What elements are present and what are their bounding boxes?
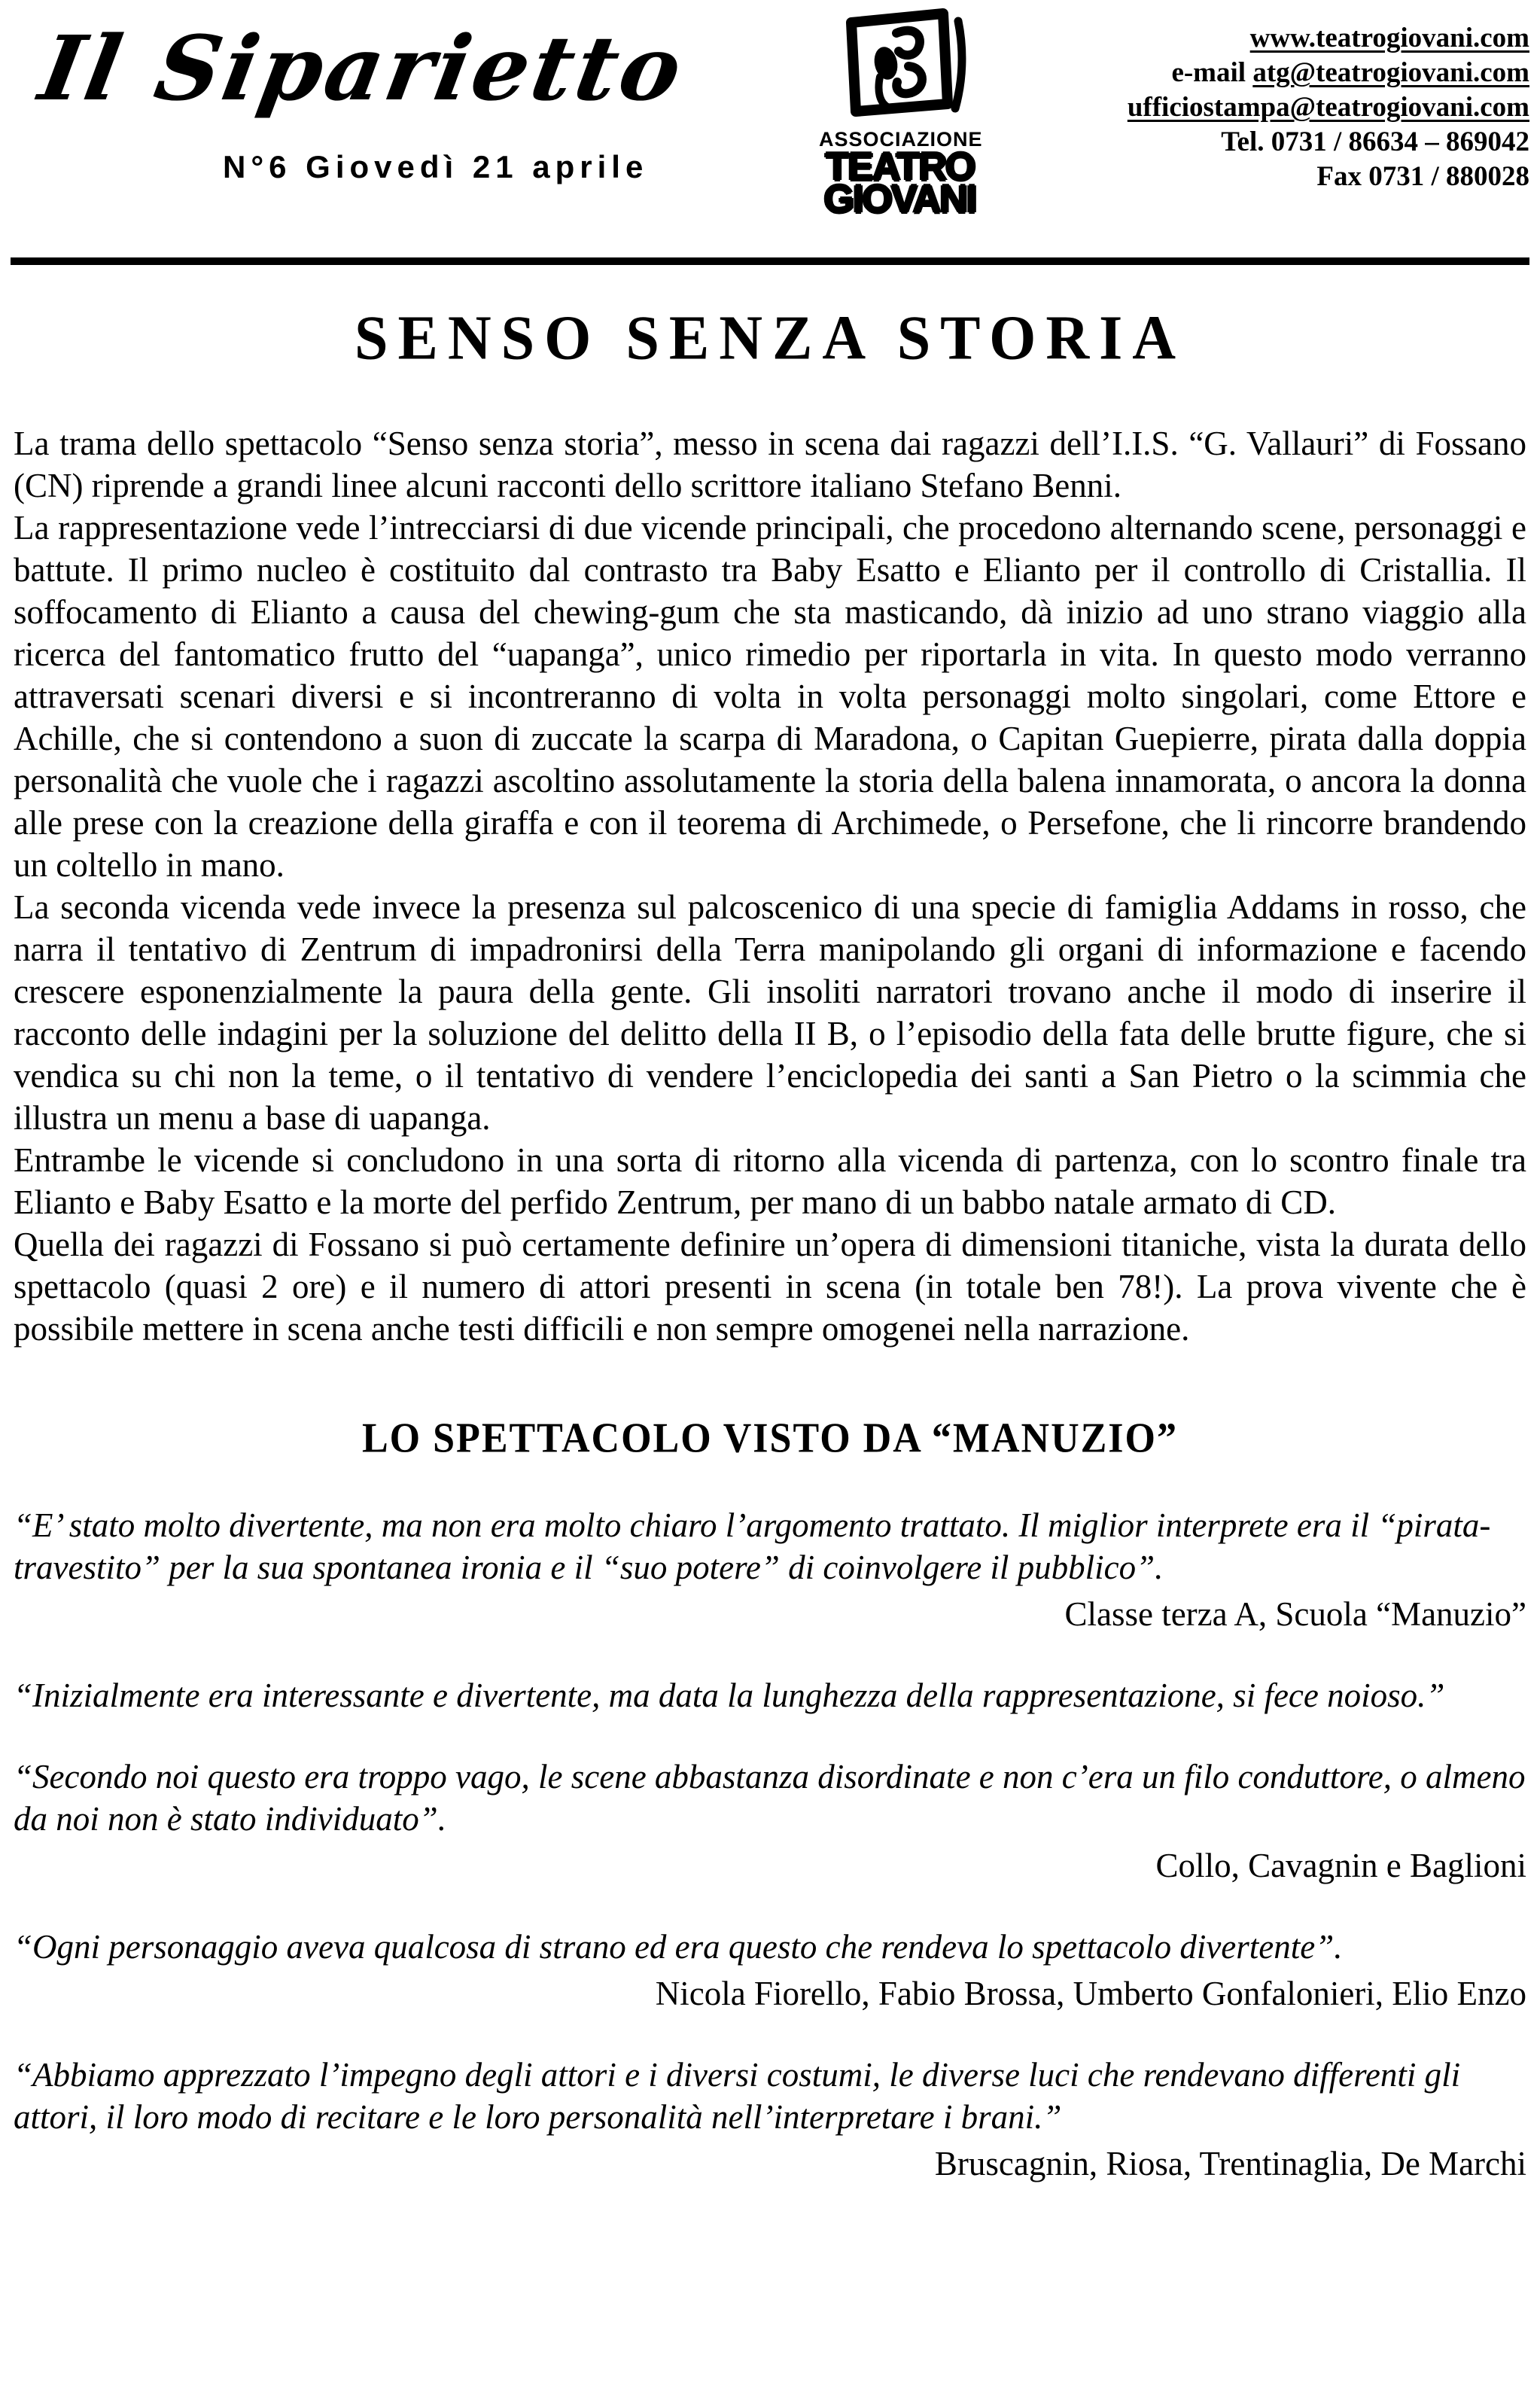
website-link: www.teatrogiovani.com	[1249, 23, 1529, 53]
logo-association-label: ASSOCIAZIONE	[819, 128, 983, 151]
review-quote: “Ogni personaggio aveva qualcosa di strano ed era questo che rendeva lo spettacolo divertente”.	[14, 1928, 1343, 1966]
email-line	[1128, 56, 1529, 90]
newsletter-title: Il Siparietto	[32, 16, 692, 120]
article-body	[14, 422, 1526, 1350]
review-quote: “Abbiamo apprezzato l’impegno degli attori e i diversi costumi, le diverse luci che rendevano differenti gli attori, il loro modo di recitare e le loro personalità nell’interpretare i brani.”	[14, 2056, 1461, 2136]
reviews-heading: LO SPETTACOLO VISTO DA “MANUZIO”	[362, 1415, 1178, 1462]
press-email-link: ufficiostampa@teatrogiovani.com	[1127, 92, 1529, 123]
review-quote: “Secondo noi questo era troppo vago, le scene abbastanza disordinate e non c’era un filo conduttore, o almeno da noi non è stato individuato”.	[14, 1758, 1526, 1838]
review-item	[14, 1926, 1526, 2015]
review-item	[14, 1674, 1526, 1716]
email-link: atg@teatrogiovani.com	[1252, 57, 1529, 88]
article-paragraph: Quella dei ragazzi di Fossano si può certamente definire un’opera di dimensioni titaniche, vista la durata dello spettacolo (quasi 2 ore) e il numero di attori presenti in scena (in totale ben 78!). La prova vivente che è possibile mettere in scena anche testi difficili e non sempre omogenei nella narrazione.	[14, 1226, 1526, 1348]
teatro-giovani-logo-icon	[833, 8, 967, 126]
fax-line: Fax 0731 / 880028	[1316, 161, 1529, 192]
logo-giovani-label: GIOVANI	[823, 177, 976, 221]
review-attribution: Collo, Cavagnin e Baglioni	[1155, 1847, 1526, 1884]
issue-date-line: N°6 Giovedì 21 aprile	[223, 149, 649, 184]
email-label: e-mail	[1171, 57, 1253, 88]
logo-teatro-label: TEATRO	[825, 145, 975, 189]
review-item	[14, 1504, 1526, 1635]
article-paragraph: La trama dello spettacolo “Senso senza storia”, messo in scena dai ragazzi dell’I.I.S. “G. Vallauri” di Fossano (CN) riprende a grandi linee alcuni racconti dello scrittore italiano Stefano Benni.	[14, 425, 1526, 504]
article-paragraph: La seconda vicenda vede invece la presenza sul palcoscenico di una specie di famiglia Addams in rosso, che narra il tentativo di Zentrum di impadronirsi della Terra manipolando gli organi di informazione e facendo crescere esponenzialmente la paura della gente. Gli insoliti narratori trovano anche il modo di inserire il racconto delle indagini per la soluzione del delitto della II B, o l’episodio della fata delle brutte figure, che si vendica su chi non la teme, o il tentativo di vendere l’enciclopedia dei santi a San Pietro o la scimmia che illustra un menu a base di uapanga.	[14, 888, 1526, 1137]
phone-line: Tel. 0731 / 86634 – 869042	[1221, 126, 1529, 157]
association-logo	[819, 8, 983, 221]
review-quote: “Inizialmente era interessante e divertente, ma data la lunghezza della rappresentazione, si fece noioso.”	[14, 1677, 1445, 1714]
article-title: SENSO SENZA STORIA	[355, 303, 1185, 373]
review-attribution: Classe terza A, Scuola “Manuzio”	[1064, 1595, 1526, 1633]
review-item	[14, 1756, 1526, 1887]
review-quote: “E’ stato molto divertente, ma non era molto chiaro l’argomento trattato. Il miglior interprete era il “pirata-travestito” per la sua spontanea ironia e il “suo potere” di coinvolgere il pubblico”.	[14, 1506, 1491, 1586]
masthead-header	[0, 0, 1540, 257]
contact-block	[1128, 21, 1529, 194]
review-attribution: Bruscagnin, Riosa, Trentinaglia, De Marchi	[934, 2145, 1526, 2182]
review-attribution: Nicola Fiorello, Fabio Brossa, Umberto Gonfalonieri, Elio Enzo	[655, 1975, 1526, 2012]
reviews-section	[14, 1504, 1526, 2185]
article-paragraph: Entrambe le vicende si concludono in una sorta di ritorno alla vicenda di partenza, con lo scontro finale tra Elianto e Baby Esatto e la morte del perfido Zentrum, per mano di un babbo natale armato di CD.	[14, 1141, 1526, 1221]
header-divider	[11, 257, 1529, 265]
review-item	[14, 2054, 1526, 2185]
article-paragraph: La rappresentazione vede l’intrecciarsi di due vicende principali, che procedono alternando scene, personaggi e battute. Il primo nucleo è costituito dal contrasto tra Baby Esatto e Elianto per il controllo di Cristallia. Il soffocamento di Elianto a causa del chewing-gum che sta masticando, dà inizio ad uno strano viaggio alla ricerca del fantomatico frutto del “uapanga”, unico rimedio per riportarla in vita. In questo modo verranno attraversati scenari diversi e si incontreranno di volta in volta personaggi molto singolari, come Ettore e Achille, che si contendono a suon di zuccate la scarpa di Maradona, o Capitan Guepierre, pirata dalla doppia personalità che vuole che i ragazzi ascoltino assolutamente la storia della balena innamorata, o ancora la donna alle prese con la creazione della giraffa e con il teorema di Archimede, o Persefone, che li rincorre brandendo un coltello in mano.	[14, 509, 1526, 884]
